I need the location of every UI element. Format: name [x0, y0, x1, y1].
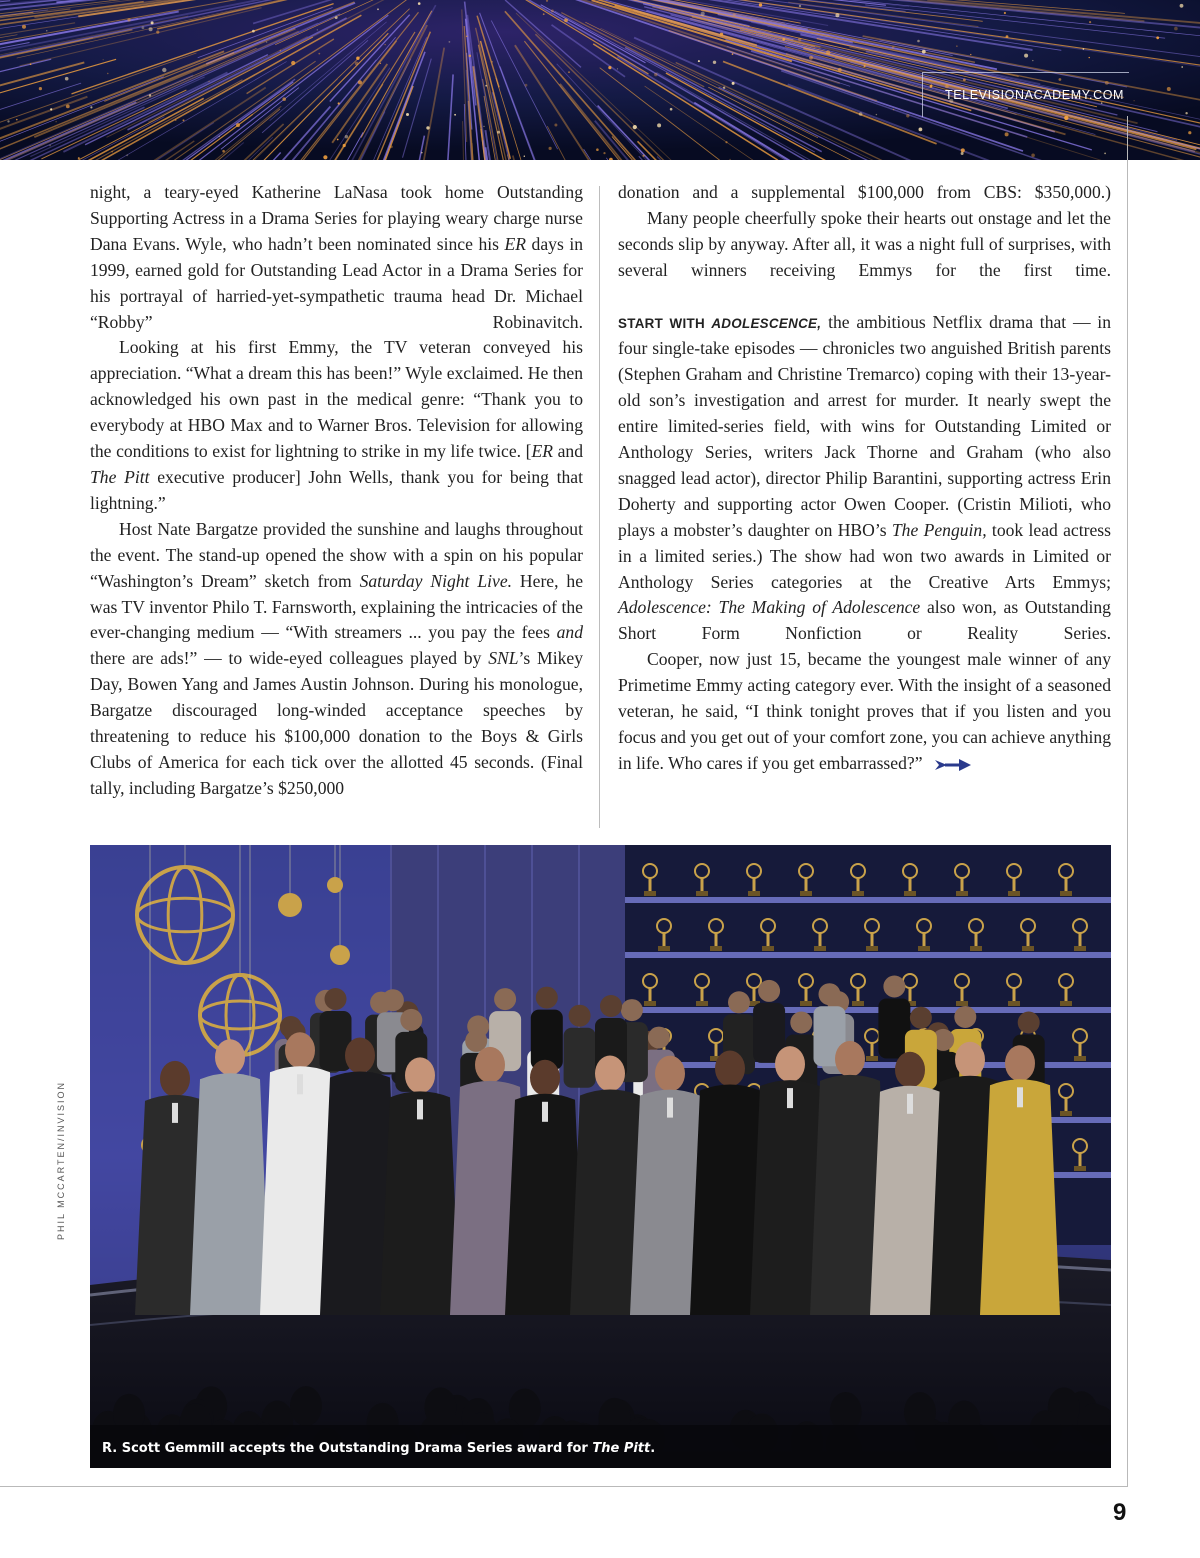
article-paragraph — [618, 647, 1111, 777]
end-of-story-arrow-icon — [933, 758, 973, 772]
emmy-stage-illustration — [90, 845, 1111, 1468]
lead-in-text: START WITH — [618, 315, 712, 331]
paragraph-text: Looking at his first Emmy, the TV veteran conveyed his appreciation. “What a dream this has been!” Wyle exclaimed. He then acknowledged his own past in the medical genre: “Thank you to everybody at HBO Max and to Warner Bros. Television for allowing the conditions to exist for lightning to strike in my life twice. [ — [90, 337, 583, 462]
italic-title: and — [556, 622, 583, 643]
site-url[interactable]: TELEVISIONACADEMY.COM — [945, 88, 1125, 102]
paragraph-text: days in 1999, earned gold for Outstanding Lead Actor in a Drama Series for his portrayal of harried-yet-sympathetic trauma head Dr. Michael “Robby” Robinavitch. — [90, 233, 584, 332]
photo-credit: PHIL MCCARTEN/INVISION — [56, 1080, 66, 1240]
paragraph-text: took lead actress in a limited series.) The show had won two awards in Limited or Anthology Series categories at the Creative Arts Emmys; — [618, 519, 1111, 592]
italic-title: The Pitt — [90, 466, 150, 487]
feature-photo — [90, 845, 1111, 1468]
header-banner — [0, 0, 1200, 160]
paragraph-text: also won, as Outstanding Short Form Nonfiction or Reality Series. — [618, 597, 1111, 644]
italic-title: The Penguin, — [891, 519, 987, 540]
article-paragraph — [90, 517, 583, 802]
photo-caption — [102, 1441, 655, 1456]
paragraph-text: Many people cheerfully spoke their hearts out onstage and let the seconds slip by anyway. After all, it was a night full of surprises, with several winners receiving Emmys for the first time. — [618, 207, 1111, 280]
article-column-right — [618, 180, 1111, 777]
right-margin-rule — [1127, 116, 1128, 1486]
paragraph-text: the ambitious Netflix drama that — in four single-take episodes — chronicles two anguished British parents (Stephen Graham and Christine Tremarco) coping with their 13-year-old son’s investigation and arrest for murder. It nearly swept the entire limited-series field, with wins for Outstanding Limited or Anthology Series, writers Jack Thorne and Graham (who also snagged lead actor), director Philip Barantini, supporting actress Erin Doherty and supporting actor Owen Cooper. (Cristin Milioti, who plays a mobster’s daughter on HBO’s — [618, 311, 1111, 540]
paragraph-text: Host Nate Bargatze provided the sunshine and laughs throughout the event. The stand-up opened the show with a spin on his popular “Washington’s Dream” sketch from — [90, 518, 583, 591]
footer-rule — [0, 1486, 1128, 1487]
paragraph-text: there are ads!” — to wide-eyed colleagues played by — [90, 648, 489, 669]
italic-title: Saturday Night Live. — [359, 570, 513, 591]
lead-in-text: ADOLESCENCE, — [711, 315, 822, 331]
column-divider — [599, 186, 600, 828]
italic-title: Adolescence: The Making of Adolescence — [618, 597, 921, 618]
caption-title: The Pitt — [592, 1441, 651, 1456]
paragraph-text: night, a teary-eyed Katherine LaNasa took home Outstanding Supporting Actress in a Drama Series for playing weary charge nurse Dana Evans. Wyle, who hadn’t been nominated since his — [90, 182, 583, 254]
caption-end: . — [650, 1441, 656, 1456]
article-paragraph — [90, 180, 583, 335]
article-paragraph — [618, 206, 1111, 284]
paragraph-text: and — [553, 441, 583, 462]
paragraph-text: Cooper, now just 15, became the youngest male winner of any Primetime Emmy acting category ever. With the insight of a seasoned veteran, he said, “I think tonight proves that if you listen and you focus and you get out of your comfort zone, you can achieve anything in life. Who cares if you get embarrassed?” — [618, 649, 1111, 773]
italic-title: ER — [531, 441, 553, 462]
article-paragraph — [618, 310, 1111, 648]
italic-title: ER — [504, 233, 527, 254]
paragraph-text: ’s Mikey Day, Bowen Yang and James Austin Johnson. During his monologue, Bargatze discouraged long-winded acceptance speeches by threatening to reduce his $100,000 donation to the Boys & Girls Clubs of America for each tick over the allotted 45 seconds. (Final tally, including Bargatze’s $250,000 — [90, 648, 583, 798]
article-paragraph — [618, 180, 1111, 206]
paragraph-text: Here, he was TV inventor Philo T. Farnsworth, explaining the intricacies of the ever-changing medium — “With streamers ... you pay the fees — [90, 570, 584, 643]
caption-text: R. Scott Gemmill accepts the Outstanding Drama Series award for — [102, 1441, 593, 1456]
italic-title: SNL — [488, 648, 519, 669]
article-paragraph — [90, 335, 583, 516]
page-number: 9 — [1113, 1499, 1127, 1526]
article-column-left — [90, 180, 583, 802]
paragraph-text: executive producer] John Wells, thank you for being that lightning.” — [90, 466, 584, 513]
paragraph-text: donation and a supplemental $100,000 from CBS: $350,000.) — [618, 182, 1111, 202]
